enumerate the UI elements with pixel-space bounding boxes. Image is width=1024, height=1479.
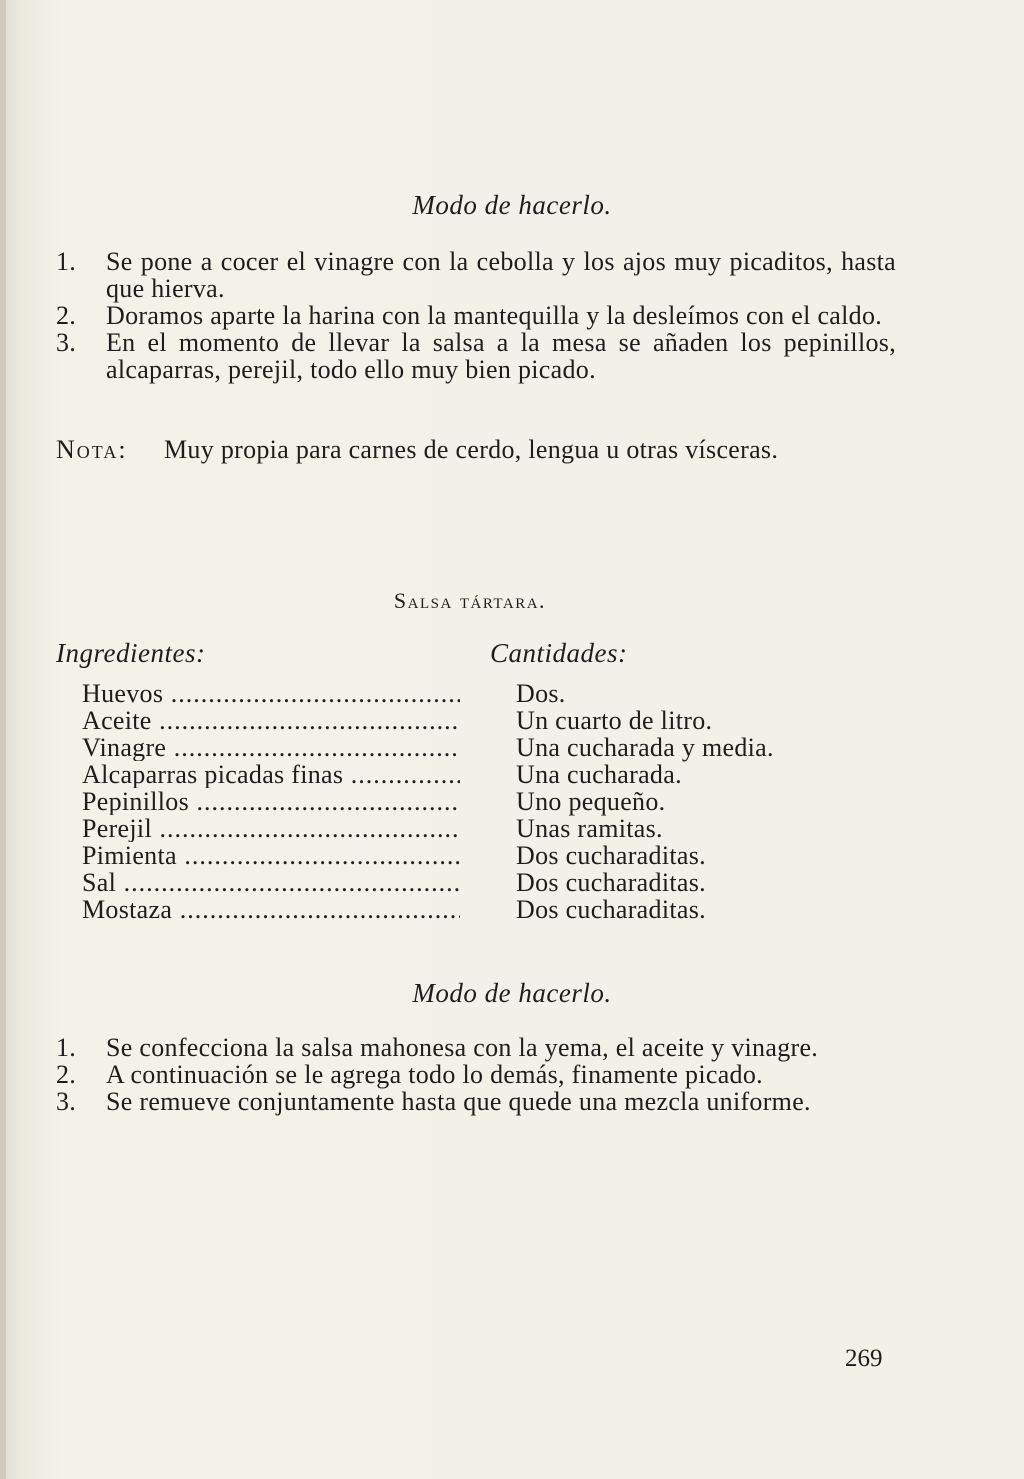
step-number: 1.	[56, 247, 77, 276]
quantities-heading: Cantidades:	[490, 638, 628, 668]
page-spine-shadow	[0, 0, 6, 1479]
ingredient-name: Aceite .....	[82, 707, 460, 734]
method-heading-1: Modo de hacerlo.	[412, 190, 612, 220]
ingredient-qty: Un cuarto de litro.	[516, 706, 713, 735]
step-text: A continuación se le agrega todo lo demás, finamente picado.	[106, 1060, 763, 1089]
ingredient-name: Pimienta .....	[82, 842, 460, 869]
ingredient-row	[82, 788, 842, 815]
step-item	[56, 248, 896, 302]
ingredient-row	[82, 869, 842, 896]
note-label: Nota:	[56, 435, 128, 464]
ingredient-qty: Unas ramitas.	[516, 814, 663, 843]
ingredients-heading: Ingredientes:	[56, 638, 206, 668]
ingredient-name: Huevos .....	[82, 680, 460, 707]
ingredient-row	[82, 842, 842, 869]
ingredient-row	[82, 896, 842, 923]
step-number: 3.	[56, 328, 77, 357]
step-item	[56, 1061, 896, 1088]
ingredient-row	[82, 761, 842, 788]
ingredient-name: Perejil .....	[82, 815, 460, 842]
page-number: 269	[845, 1345, 883, 1372]
step-text: En el momento de llevar la salsa a la mesa se añaden los pepinillos, alcaparras, perejil, todo ello muy bien picado.	[106, 328, 896, 384]
method-steps-2	[56, 1034, 896, 1115]
ingredient-name: Alcaparras picadas finas .....	[82, 761, 460, 788]
step-text: Se pone a cocer el vinagre con la cebolla y los ajos muy picaditos, hasta que hierva.	[106, 247, 896, 303]
method-steps-1	[56, 248, 896, 383]
step-item	[56, 1034, 896, 1061]
step-text: Se remueve conjuntamente hasta que quede una mezcla uniforme.	[106, 1087, 811, 1116]
ingredient-qty: Dos cucharaditas.	[516, 895, 706, 924]
ingredient-qty: Dos cucharaditas.	[516, 841, 706, 870]
ingredient-qty: Una cucharada y media.	[516, 733, 774, 762]
ingredient-row	[82, 734, 842, 761]
step-number: 2.	[56, 301, 77, 330]
ingredient-qty: Dos.	[516, 679, 566, 708]
step-item	[56, 329, 896, 383]
ingredient-row	[82, 815, 842, 842]
ingredients-table	[82, 680, 842, 923]
ingredient-name: Vinagre .....	[82, 734, 460, 761]
ingredient-qty: Uno pequeño.	[516, 787, 666, 816]
ingredient-name: Sal .....	[82, 869, 460, 896]
recipe-title: Salsa tártara.	[393, 588, 547, 613]
ingredient-name: Pepinillos .....	[82, 788, 460, 815]
step-text: Doramos aparte la harina con la mantequilla y la desleímos con el caldo.	[106, 301, 883, 330]
step-number: 3.	[56, 1087, 77, 1116]
step-number: 1.	[56, 1033, 77, 1062]
ingredient-row	[82, 707, 842, 734]
ingredient-qty: Una cucharada.	[516, 760, 682, 789]
step-text: Se confecciona la salsa mahonesa con la yema, el aceite y vinagre.	[106, 1033, 819, 1062]
step-number: 2.	[56, 1060, 77, 1089]
note-text: Muy propia para carnes de cerdo, lengua u otras vísceras.	[164, 435, 779, 464]
ingredient-row	[82, 680, 842, 707]
step-item	[56, 302, 896, 329]
note-block	[56, 436, 896, 463]
ingredient-qty: Dos cucharaditas.	[516, 868, 706, 897]
ingredient-name: Mostaza .....	[82, 896, 460, 923]
step-item	[56, 1088, 896, 1115]
method-heading-2: Modo de hacerlo.	[412, 978, 612, 1008]
